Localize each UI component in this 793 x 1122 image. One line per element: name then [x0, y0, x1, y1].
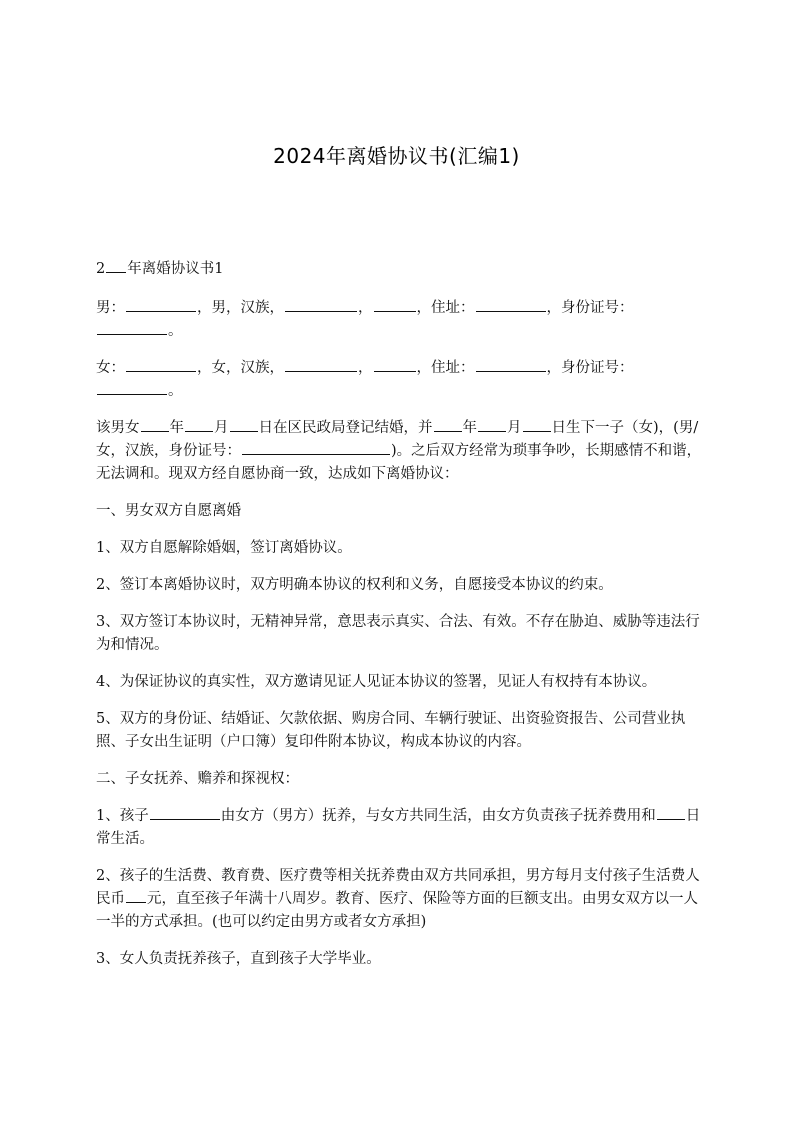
blank-field — [106, 258, 126, 273]
clause-item: 3、女人负责抚养孩子，直到孩子大学毕业。 — [96, 951, 381, 967]
blank-field — [374, 297, 416, 312]
blank-field — [657, 805, 685, 820]
blank-field — [285, 297, 357, 312]
blank-field — [523, 417, 551, 432]
blank-field — [150, 805, 220, 820]
clause-text: 1、孩子 — [96, 808, 149, 824]
blank-field — [126, 888, 146, 903]
clause-item: 1、双方自愿解除婚姻，签订离婚协议。 — [96, 540, 352, 556]
clause-text: 元，直至孩子年满十八周岁。教育、医疗、保险等方面的巨额支出。由男女双方以一人一半的方式承担。(也可以约定由男方或者女方承担) — [96, 891, 698, 930]
male-text: ， — [358, 300, 373, 316]
document-title: 2024年离婚协议书(汇编1) — [273, 144, 520, 168]
blank-field — [285, 357, 357, 372]
intro-text: 年 — [462, 420, 477, 436]
clause-item: 5、双方的身份证、结婚证、欠款依据、购房合同、车辆行驶证、出资验资报告、公司营业执照、子女出生证明（户口簿）复印件附本协议，构成本协议的内容。 — [96, 711, 686, 750]
blank-field — [141, 417, 169, 432]
blank-field — [185, 417, 213, 432]
blank-field — [242, 440, 390, 455]
clause-text: 日常生活。 — [96, 808, 701, 847]
male-text: ，男，汉族， — [197, 300, 284, 316]
clause-item: 3、双方签订本协议时，无精神异常，意思表示真实、合法、有效。不存在胁迫、威胁等违法行为和情况。 — [96, 614, 700, 653]
blank-field — [126, 297, 196, 312]
section-heading: 一、男女双方自愿离婚 — [96, 503, 241, 519]
blank-field — [97, 320, 167, 335]
blank-field — [126, 357, 196, 372]
intro-text: )。之后双方经常为琐事争吵，长期感情不和谐，无法调和。现双方经自愿协商一致，达成如下离婚协议： — [96, 443, 702, 482]
male-party-line — [96, 297, 704, 343]
document-body — [96, 258, 704, 985]
female-text: ， — [358, 360, 373, 376]
female-text: ，身份证号： — [546, 360, 634, 376]
female-text: ，女，汉族， — [197, 360, 284, 376]
intro-text: 日在区民政局登记结婚，并 — [258, 420, 433, 436]
blank-field — [476, 297, 546, 312]
section-heading: 二、子女抚养、赡养和探视权： — [96, 771, 299, 787]
clause-item — [96, 865, 704, 934]
male-text: 。 — [168, 323, 183, 339]
clause-text: 由女方（男方）抚养，与女方共同生活，由女方负责孩子抚养费用和 — [220, 808, 656, 824]
clause-item: 4、为保证协议的真实性，双方邀请见证人见证本协议的签署，见证人有权持有本协议。 — [96, 674, 657, 690]
female-text: 。 — [168, 383, 183, 399]
male-label: 男： — [96, 300, 125, 316]
intro-text: 该男女 — [96, 420, 140, 436]
female-text: ，住址： — [416, 360, 475, 376]
female-party-line — [96, 357, 704, 403]
subtitle-prefix: 2 — [96, 261, 106, 277]
female-label: 女： — [96, 360, 125, 376]
intro-text: 年 — [169, 420, 184, 436]
male-text: ，住址： — [416, 300, 475, 316]
blank-field — [97, 380, 167, 395]
blank-field — [230, 417, 258, 432]
intro-text: 月 — [507, 420, 522, 436]
clause-text: 2、孩子的生活费、教育费、医疗费等相关抚养费由双方共同承担，男方每月支付孩子生活费人民币 — [96, 868, 700, 907]
clause-item — [96, 805, 704, 851]
intro-text: 日生下一子（女)，(男/女，汉族，身份证号： — [96, 420, 699, 459]
intro-paragraph — [96, 417, 704, 486]
intro-text: 月 — [214, 420, 229, 436]
blank-field — [478, 417, 506, 432]
blank-field — [434, 417, 462, 432]
male-text: ，身份证号： — [546, 300, 634, 316]
blank-field — [374, 357, 416, 372]
clause-item: 2、签订本离婚协议时，双方明确本协议的权利和义务，自愿接受本协议的约束。 — [96, 577, 613, 593]
blank-field — [476, 357, 546, 372]
subtitle — [96, 258, 704, 281]
subtitle-suffix: 年离婚协议书1 — [127, 261, 224, 277]
